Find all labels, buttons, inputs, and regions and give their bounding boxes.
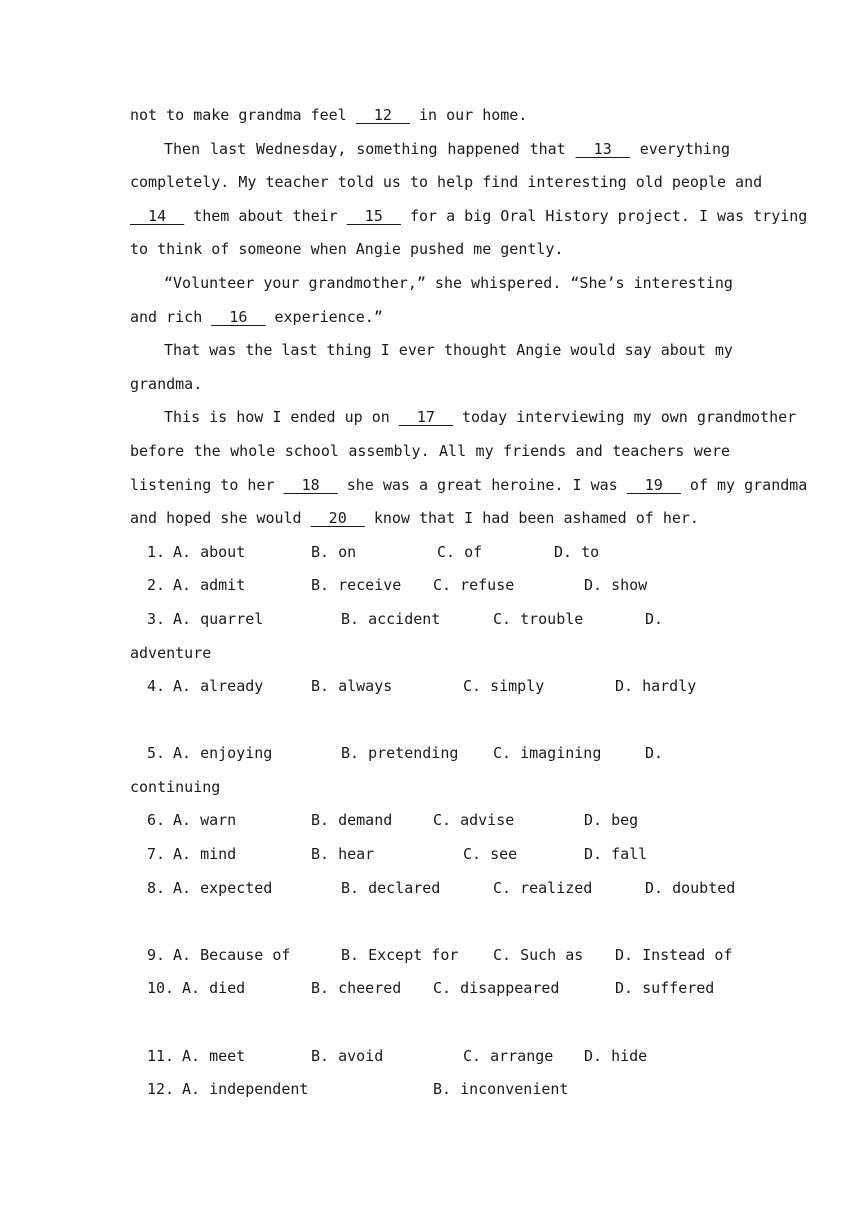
option-b: B. cheered (311, 979, 402, 998)
option-a: A. about (173, 542, 246, 561)
blank-13: 13 (575, 139, 630, 158)
option-b: B. demand (311, 811, 393, 830)
option-b: B. always (311, 677, 393, 696)
option-d: D. hide (584, 1046, 648, 1065)
option-a: A. mind (173, 845, 237, 864)
option-c: C. of (437, 542, 483, 561)
option-a: A. already (173, 677, 264, 696)
question-row (130, 804, 730, 838)
option-c: C. trouble (493, 609, 584, 628)
option-c: C. see (463, 845, 518, 864)
option-a: A. warn (173, 811, 237, 830)
passage-line: before the whole school assembly. All my friends and teachers were (130, 441, 730, 460)
blank-14: 14 (130, 206, 185, 225)
passage-text: everything (629, 139, 731, 158)
question-number: 8. (147, 878, 166, 897)
passage-line (130, 469, 808, 503)
option-d: D. doubted (645, 878, 736, 897)
blank-20: 20 (310, 509, 365, 528)
document-page (130, 99, 808, 1107)
option-b: B. Except for (341, 945, 459, 964)
passage-text: and hoped she would (130, 509, 311, 528)
option-b: B. declared (341, 878, 441, 897)
question-row (130, 872, 736, 906)
question-row (130, 603, 730, 637)
blank-12: 12 (355, 106, 410, 124)
question-number: 6. (147, 811, 166, 830)
passage-text: listening to her (130, 475, 284, 494)
passage-line (130, 301, 730, 335)
passage-line (130, 502, 730, 536)
question-row (130, 1073, 730, 1107)
option-a: A. admit (173, 576, 246, 595)
passage-line: to think of someone when Angie pushed me gently. (130, 240, 564, 259)
option-a: A. independent (182, 1080, 309, 1099)
passage-text: for a big Oral History project. I was trying (400, 206, 808, 225)
passage-text: know that I had been ashamed of her. (364, 509, 699, 528)
blank-17: 17 (398, 408, 453, 427)
passage-line (130, 99, 730, 133)
question-number: 3. (147, 609, 166, 628)
question-row (130, 536, 730, 570)
question-number: 1. (147, 542, 166, 561)
passage-line: grandma. (130, 374, 203, 393)
option-d-wrap: adventure (130, 643, 212, 662)
passage-line: “Volunteer your grandmother,” she whispered. “She’s interesting (164, 273, 733, 292)
option-a: A. died (182, 979, 246, 998)
option-a: A. enjoying (173, 744, 273, 763)
passage-line: completely. My teacher told us to help find interesting old people and (130, 173, 763, 192)
question-number: 5. (147, 744, 166, 763)
passage-line: That was the last thing I ever thought Angie would say about my (164, 341, 733, 360)
question-row (130, 939, 733, 973)
option-c: C. disappeared (433, 979, 560, 998)
passage-text: and rich (130, 307, 212, 326)
option-c: C. Such as (493, 945, 584, 964)
option-d: D. suffered (615, 979, 715, 998)
option-c: C. advise (433, 811, 515, 830)
option-d: D. hardly (615, 677, 697, 696)
question-number: 12. (147, 1080, 175, 1099)
option-a: A. expected (173, 878, 273, 897)
option-b: B. hear (311, 845, 375, 864)
option-d-wrap: continuing (130, 777, 221, 796)
question-row (130, 972, 730, 1006)
option-a: A. Because of (173, 945, 291, 964)
option-a: A. meet (182, 1046, 246, 1065)
option-b: B. avoid (311, 1046, 384, 1065)
option-a: A. quarrel (173, 609, 264, 628)
option-d: D. Instead of (615, 945, 733, 964)
passage-text: she was a great heroine. I was (337, 475, 627, 494)
option-d: D. beg (584, 811, 639, 830)
option-d: D. (645, 744, 664, 763)
option-c: C. simply (463, 677, 545, 696)
blank-line (130, 704, 730, 738)
passage-text: today interviewing my own grandmother (453, 408, 797, 427)
passage-line (130, 200, 808, 234)
passage-text: in our home. (409, 106, 528, 124)
question-number: 2. (147, 576, 166, 595)
question-number: 10. (147, 979, 175, 998)
passage-text: of my grandma (680, 475, 808, 494)
blank-19: 19 (626, 475, 681, 494)
option-d: D. fall (584, 845, 648, 864)
option-c: C. realized (493, 878, 593, 897)
question-number: 7. (147, 845, 166, 864)
question-row (130, 838, 730, 872)
question-row (130, 670, 730, 704)
option-c: C. refuse (433, 576, 515, 595)
question-row (130, 569, 730, 603)
option-d: D. show (584, 576, 648, 595)
option-d: D. to (554, 542, 600, 561)
passage-text: This is how I ended up on (164, 408, 399, 427)
option-c: C. imagining (493, 744, 602, 763)
option-b: B. on (311, 542, 357, 561)
question-row (130, 1040, 730, 1074)
passage-text: Then last Wednesday, something happened that (164, 139, 576, 158)
passage-text: not to make grandma feel (130, 106, 356, 124)
passage-line (130, 133, 730, 167)
option-b: B. pretending (341, 744, 459, 763)
option-b: B. accident (341, 609, 441, 628)
option-d: D. (645, 609, 664, 628)
question-number: 11. (147, 1046, 175, 1065)
question-number: 9. (147, 945, 166, 964)
blank-16: 16 (211, 307, 266, 326)
blank-line (130, 905, 730, 939)
option-c: C. arrange (463, 1046, 554, 1065)
passage-text: experience.” (265, 307, 383, 326)
option-b: B. inconvenient (433, 1080, 569, 1099)
blank-15: 15 (346, 206, 401, 225)
option-b: B. receive (311, 576, 402, 595)
passage-text: them about their (184, 206, 347, 225)
question-number: 4. (147, 677, 166, 696)
blank-line (130, 1006, 730, 1040)
passage-line (130, 401, 797, 435)
blank-18: 18 (283, 475, 338, 494)
question-row (130, 737, 730, 771)
